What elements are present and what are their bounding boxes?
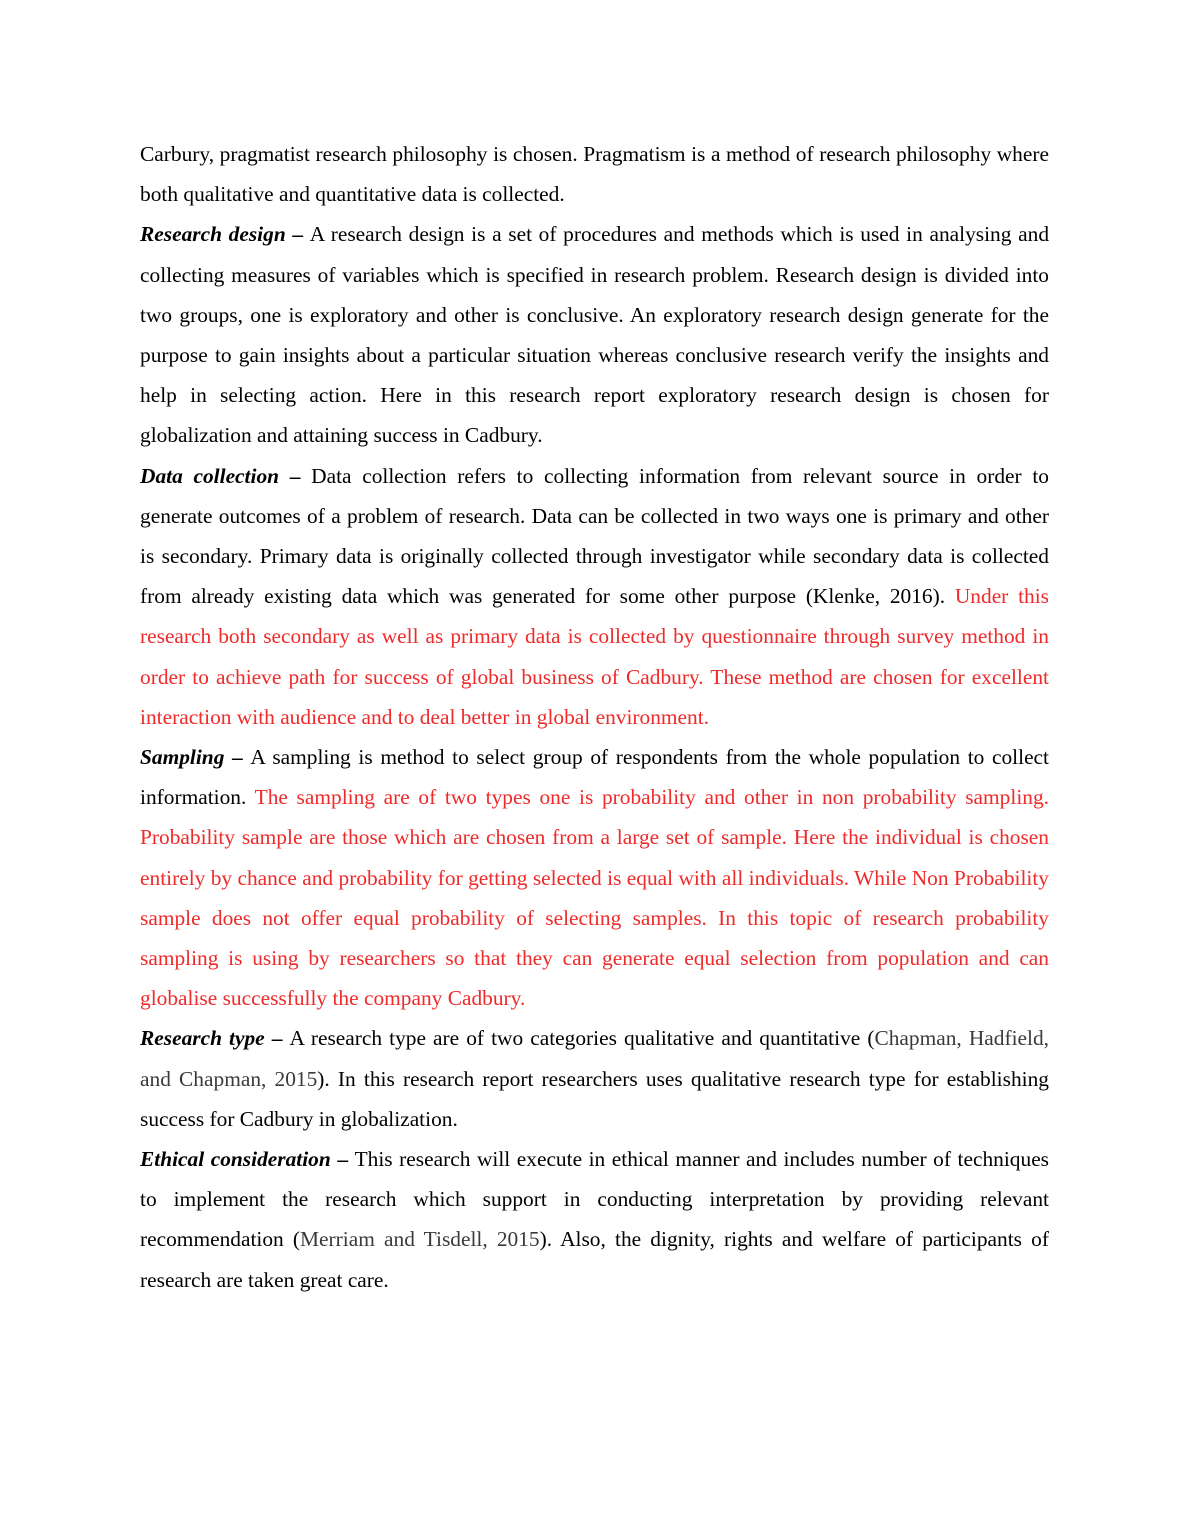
- document-page: [140, 134, 1049, 1300]
- heading-dash: –: [330, 1147, 355, 1172]
- ethical-consideration-paragraph: [140, 1139, 1049, 1300]
- data-collection-highlighted-text: Under this research both secondary as well as primary data is collected by questionnaire through survey method in order to achieve path for success of global business of Cadbury. These method are chosen for excellent interaction with audience and to deal better in global environment.: [140, 584, 1049, 729]
- ethical-consideration-text-after: ). Also, the dignity, rights and welfare of participants of research are taken great care.: [140, 1227, 1049, 1292]
- intro-paragraph: [140, 134, 1049, 214]
- research-type-text: A research type are of two categories qualitative and quantitative (: [289, 1026, 875, 1051]
- research-type-heading: Research type: [140, 1026, 265, 1051]
- data-collection-heading: Data collection: [140, 463, 280, 488]
- research-type-citation: Chapman, Hadfield, and Chapman, 2015: [140, 1026, 1050, 1091]
- sampling-highlighted-text: The sampling are of two types one is probability and other in non probability sampling. Probability sample are those which are chosen from a large set of sample. Here the individual is chosen entirely by chance and probability for getting selected is equal with all individuals. While Non Probability sample does not offer equal probability of selecting samples. In this topic of research probability sampling is using by researchers so that they can generate equal selection from population and can globalise successfully the company Cadbury.: [140, 785, 1049, 1011]
- heading-dash: –: [264, 1026, 290, 1051]
- ethical-consideration-text: This research will execute in ethical manner and includes number of techniques to implement the research which support in conducting interpretation by providing relevant recommendation (: [140, 1147, 1050, 1252]
- intro-text: Carbury, pragmatist research philosophy is chosen. Pragmatism is a method of research philosophy where both qualitative and quantitative data is collected.: [140, 142, 1049, 207]
- research-design-text: A research design is a set of procedures and methods which is used in analysing and collecting measures of variables which is specified in research problem. Research design is divided into two groups, one is exploratory and other is conclusive. An exploratory research design generate for the purpose to gain insights about a particular situation whereas conclusive research verify the insights and help in selecting action. Here in this research report exploratory research design is chosen for globalization and attaining success in Cadbury.: [140, 222, 1050, 448]
- research-type-text-after: ). In this research report researchers uses qualitative research type for establishing success for Cadbury in globalization.: [140, 1066, 1049, 1131]
- data-collection-text: Data collection refers to collecting information from relevant source in order to generate outcomes of a problem of research. Data can be collected in two ways one is primary and other is secondary. Primary data is originally collected through investigator while secondary data is collected from already existing data which was generated for some other purpose: [140, 463, 1049, 609]
- ethical-consideration-heading: Ethical consideration: [140, 1147, 331, 1172]
- data-collection-paragraph: [140, 456, 1049, 737]
- heading-dash: –: [279, 463, 312, 488]
- data-collection-citation: (Klenke, 2016).: [805, 584, 946, 609]
- sampling-paragraph: [140, 737, 1049, 1018]
- ethical-consideration-citation: Merriam and Tisdell, 2015: [300, 1227, 540, 1252]
- research-type-paragraph: [140, 1018, 1049, 1139]
- research-design-paragraph: [140, 214, 1049, 455]
- sampling-heading: Sampling: [140, 745, 225, 770]
- research-design-heading: Research design: [140, 222, 286, 247]
- heading-dash: –: [285, 222, 310, 247]
- sampling-text: A sampling is method to select group of respondents from the whole population to collect information.: [140, 745, 1049, 810]
- heading-dash: –: [224, 745, 251, 770]
